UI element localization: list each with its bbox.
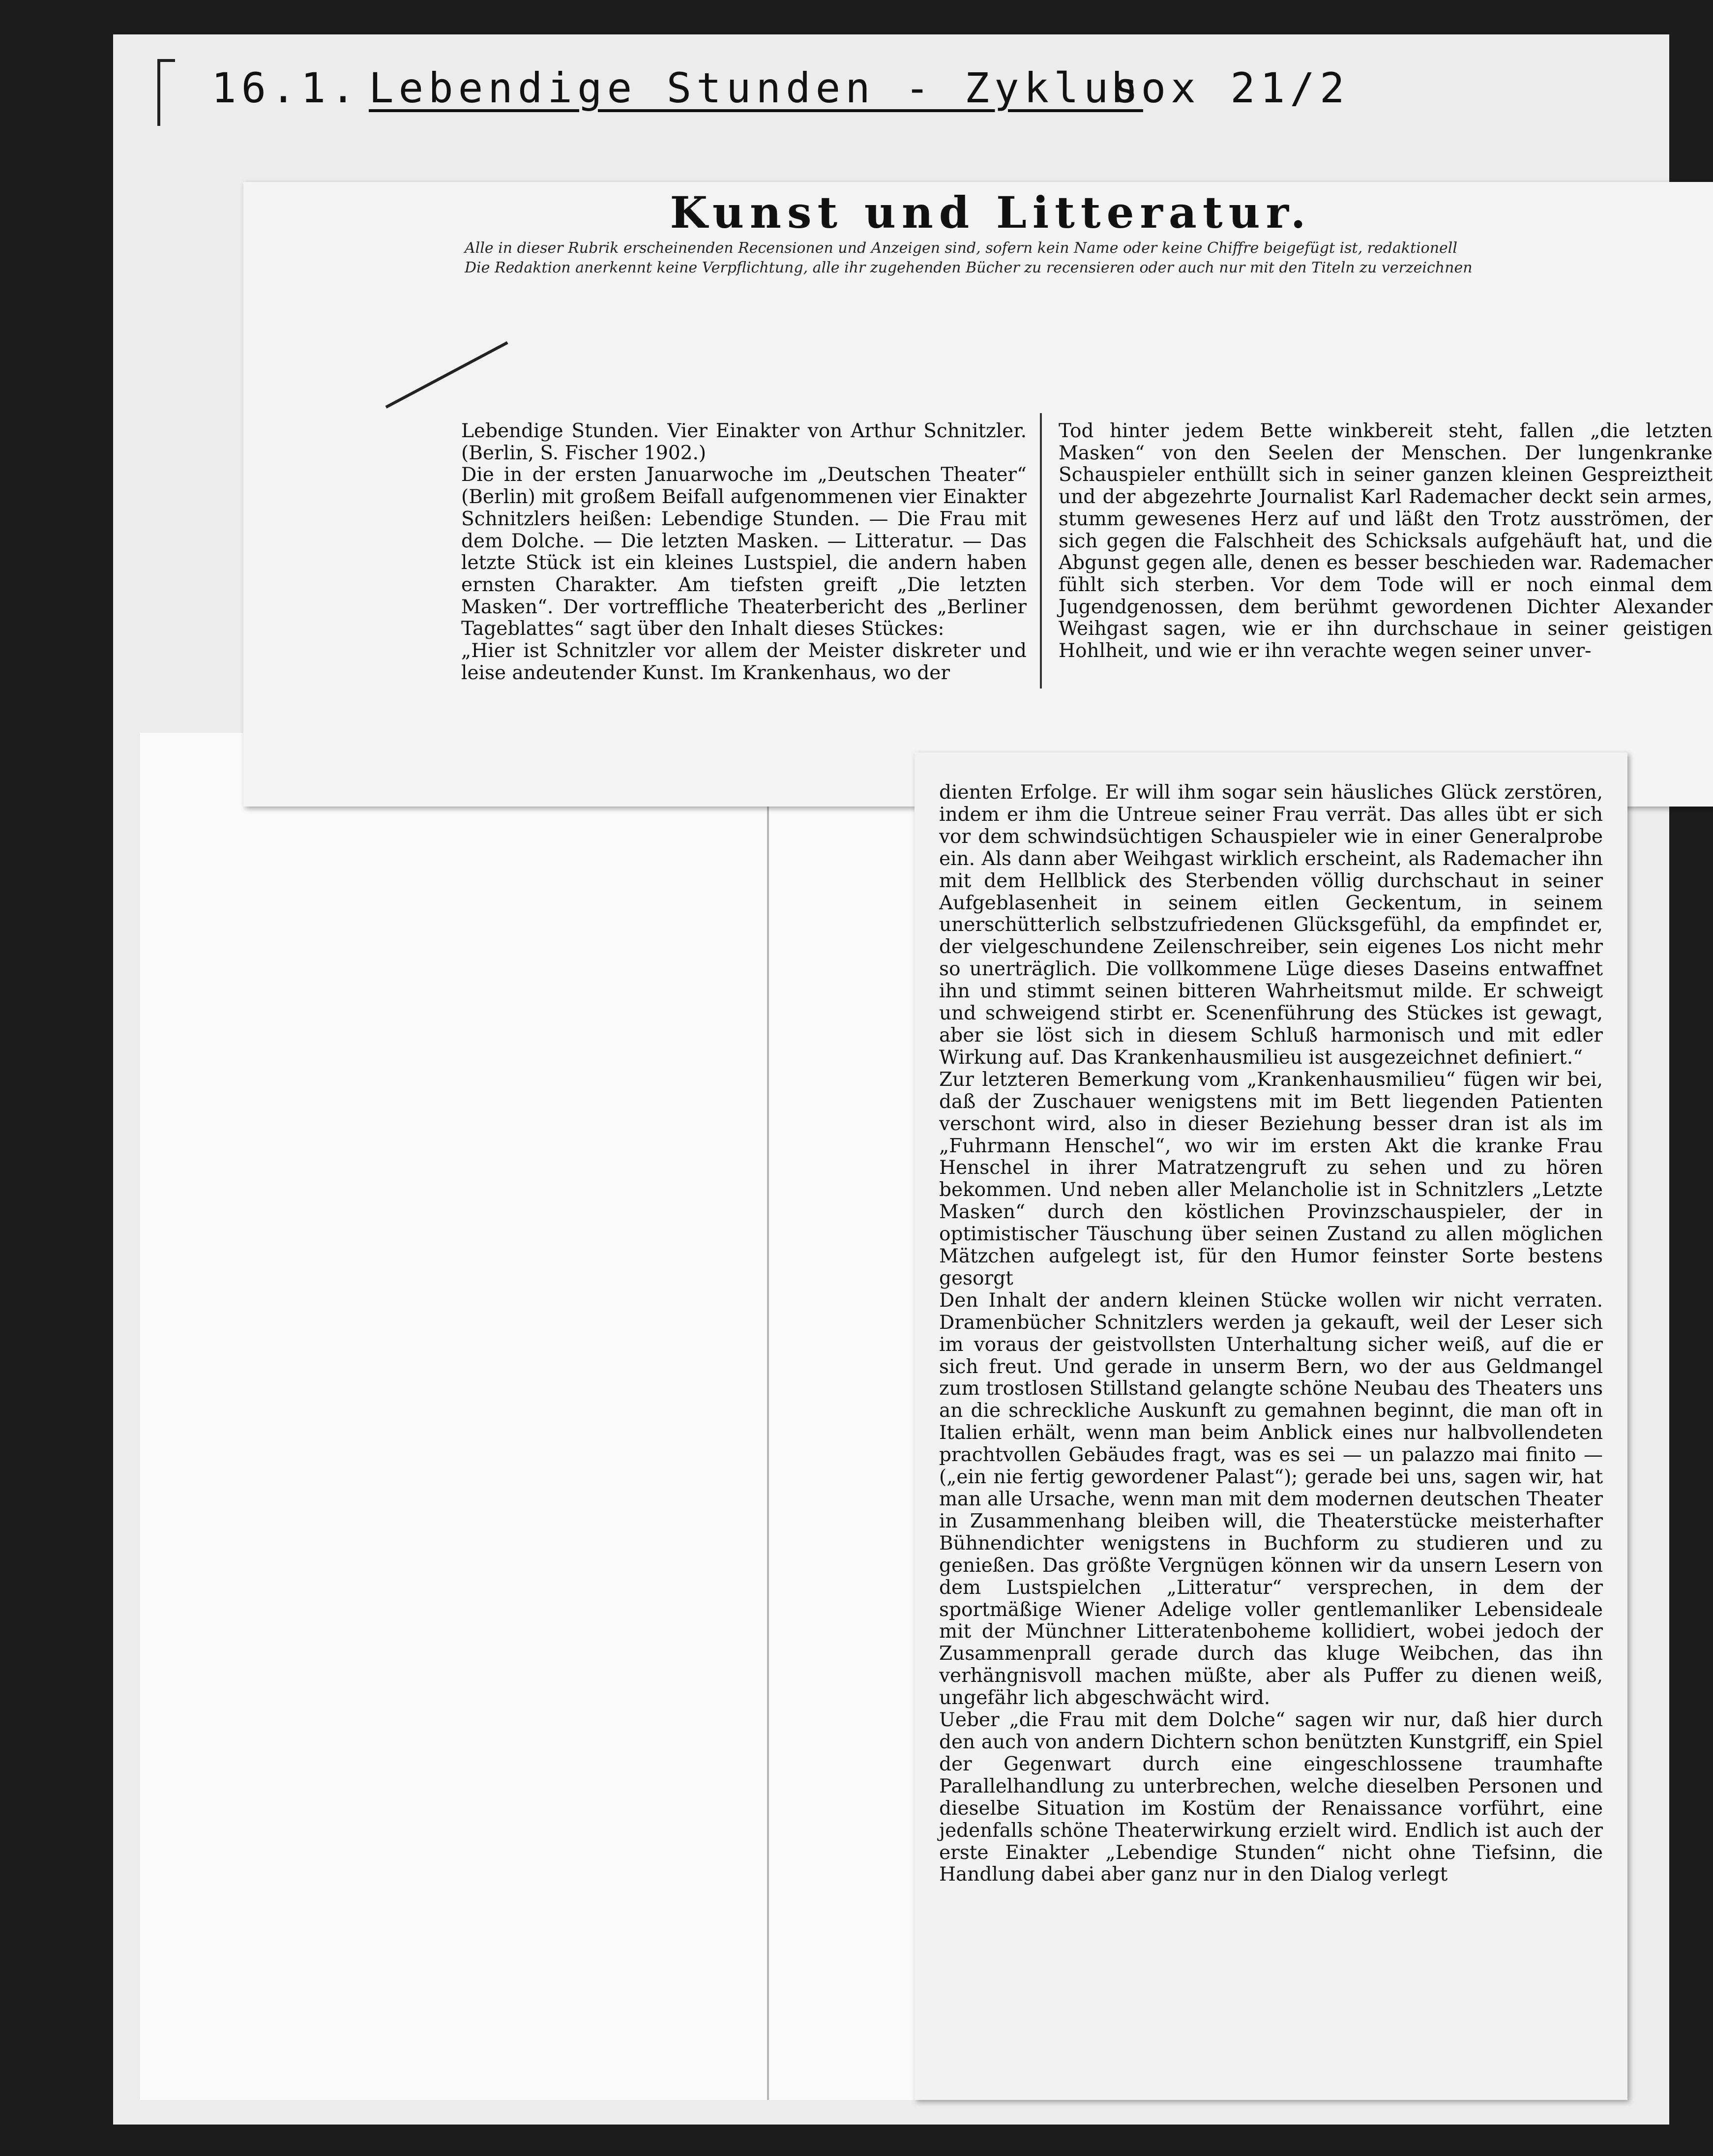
intro-line: Die Redaktion anerkennt keine Verpflichtung, alle ihr zugehenden Bücher zu recensieren oder auch nur mit den Titeln zu verzeichnen: [465, 259, 1473, 276]
article-column-2: Tod hinter jedem Bette winkbereit steht, fallen „die letzten Masken“ von den Seelen der Menschen. Der lungenkranke Schauspieler enthüllt sich in seiner ganzen kleinen Gespreiztheit und der abgezehrte Journalist Karl Rademacher deckt sein armes, stumm gewesenes Herz auf und läßt den Trotz ausströmen, der sich gegen die Falschheit des Schicksals aufgehäuft hat, und die Abgunst gegen alle, denen es besser beschieden war. Rademacher fühlt sich sterben. Vor dem Tode will er noch einmal dem Jugendgenossen, dem berühmt gewordenen Dichter Alexander Weihgast sagen, wie er ihn durchschaue in seiner geistigen Hohlheit, und wie er ihn verachte wegen seiner unver-: [1059, 420, 1713, 662]
newspaper-clipping-bottom: [915, 752, 1627, 2100]
box-label: box 21/2: [1111, 64, 1350, 112]
archive-header: [148, 64, 1637, 133]
column-divider: [1040, 413, 1042, 689]
series-number: 16.1.: [211, 64, 360, 112]
article-column-3: dienten Erfolge. Er will ihm sogar sein häusliches Glück zerstören, indem er ihm die Untreue seiner Frau verrät. Das alles übt er sich vor dem schwindsüchtigen Schauspieler wie in einer Generalprobe ein. Als dann aber Weihgast wirklich erscheint, als Rademacher ihn mit dem Hellblick des Sterbenden völlig durchschaut in seiner Aufgeblasenheit in seinem eitlen Geckentum, in seinem unerschütterlich selbstzufriedenen Glücksgefühl, da empfindet er, der vielgeschundene Zeilenschreiber, sein eigenes Los nicht mehr so unerträglich. Die vollkommene Lüge dieses Daseins entwaffnet ihn und stimmt seinen bitteren Wahrheitsmut milde. Er schweigt und schweigend stirbt er. Scenenführung des Stückes ist gewagt, aber sie löst sich in diesem Schluß harmonisch und mit edler Wirkung auf. Das Krankenhausmilieu ist ausgezeichnet definiert.“ Zur letzteren Bemerkung vom „Krankenhausmilieu“ fügen wir bei, daß der Zuschauer wenigstens mit im Bett liegenden Patienten verschont wird, also in dieser Beziehung besser dran ist als im „Fuhrmann Henschel“, wo wir im ersten Akt die kranke Frau Henschel in ihrer Matratzengruft zu sehen und zu hören bekommen. Und neben aller Melancholie ist in Schnitzlers „Letzte Masken“ durch den köstlichen Provinzschauspieler, der in optimistischer Täuschung über seinen Zustand zu allen möglichen Mätzchen aufgelegt ist, für den Humor feinster Sorte bestens gesorgt Den Inhalt der andern kleinen Stücke wollen wir nicht verraten. Dramenbücher Schnitzlers werden ja gekauft, weil der Leser sich im voraus der geistvollsten Unterhaltung sicher weiß, auf die er sich freut. Und gerade in unserm Bern, wo der aus Geldmangel zum trostlosen Stillstand gelangte schöne Neubau des Theaters uns an die schreckliche Auskunft zu gemahnen beginnt, die man oft in Italien erhält, wenn man beim Anblick eines nur halbvollendeten prachtvollen Gebäudes fragt, was es sei — un palazzo mai finito — („ein nie fertig gewordener Palast“); gerade bei uns, sagen wir, hat man alle Ursache, wenn man mit dem modernen deutschen Theater in Zusammenhang bleiben will, die Theaterstücke meisterhafter Bühnendichter wenigstens in Buchform zu studieren und zu genießen. Das größte Vergnügen können wir da unsern Lesern von dem Lustspielchen „Litteratur“ versprechen, in dem der sportmäßige Wiener Adelige voller gentlemanliker Lebensideale mit der Münchner Litteratenboheme kollidiert, wobei jedoch der Zusammenprall gerade durch das kluge Weibchen, das ihn verhängnisvoll machen müßte, aber als Puffer zu dienen weiß, ungefähr lich abgeschwächt wird. Ueber „die Frau mit dem Dolche“ sagen wir nur, daß hier durch den auch von andern Dichtern schon benützten Kunstgriff, ein Spiel der Gegenwart durch eine eingeschlossene traumhafte Parallelhandlung zu unterbrechen, welche dieselben Personen und dieselbe Situation im Kostüm der Renaissance vorführt, eine jedenfalls schöne Theaterwirkung erzielt wird. Endlich ist auch der erste Einakter „Lebendige Stunden“ nicht ohne Tiefsinn, die Handlung dabei aber ganz nur in den Dialog verlegt: [939, 781, 1603, 1886]
archive-sheet: [113, 34, 1713, 2125]
collection-title: Lebendige Stunden - Zyklus: [369, 64, 1143, 112]
newspaper-clipping-top: [243, 182, 1713, 807]
backing-paper: [140, 733, 927, 2100]
corner-bracket: [157, 59, 175, 126]
pencil-arrow-mark: [385, 341, 508, 409]
paper-fold-line: [767, 674, 769, 2100]
section-heading: Kunst und Litteratur.: [670, 187, 1312, 238]
article-column-1: Lebendige Stunden. Vier Einakter von Arthur Schnitzler. (Berlin, S. Fischer 1902.) Die in der ersten Januarwoche im „Deutschen Theater“ (Berlin) mit großem Beifall aufgenommenen vier Einakter Schnitzlers heißen: Lebendige Stunden. — Die Frau mit dem Dolche. — Die letzten Masken. — Litteratur. — Das letzte Stück ist ein kleines Lustspiel, die andern haben ernsten Charakter. Am tiefsten greift „Die letzten Masken“. Der vortreffliche Theaterbericht des „Berliner Tageblattes“ sagt über den Inhalt dieses Stückes: „Hier ist Schnitzler vor allem der Meister diskreter und leise andeutender Kunst. Im Krankenhaus, wo der: [461, 420, 1027, 684]
intro-line: Alle in dieser Rubrik erscheinenden Recensionen und Anzeigen sind, sofern kein Name oder keine Chiffre beigefügt ist, redaktionell: [465, 240, 1457, 257]
section-intro: [465, 239, 1704, 278]
